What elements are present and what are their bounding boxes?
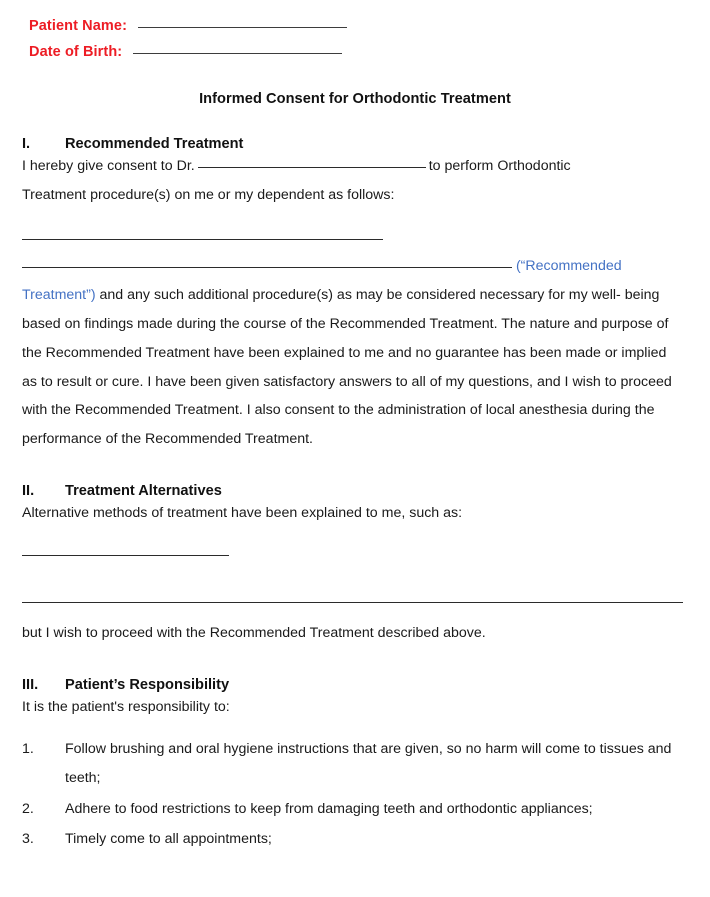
patient-info-block (0, 0, 710, 70)
alternatives-input-rule-1[interactable] (22, 555, 229, 556)
section-1-body (22, 252, 684, 454)
section-numeral-1: I. (22, 136, 31, 152)
consent-phrase-line2: Treatment procedure(s) on me or my dependent as follows: (22, 186, 395, 203)
alternatives-blank-row-2 (22, 587, 684, 616)
recommended-treatment-defined-term: (“Recommended Treatment”) (22, 258, 622, 304)
section-title-1: Recommended Treatment (65, 136, 244, 152)
list-item (22, 735, 684, 793)
list-item-number: 2. (22, 800, 34, 817)
patient-name-label: Patient Name: (29, 18, 127, 34)
date-of-birth-label: Date of Birth: (29, 44, 123, 60)
responsibility-list (22, 735, 684, 854)
list-item (22, 825, 684, 854)
alternatives-blank-row-1 (22, 540, 684, 569)
doctor-name-input-rule[interactable] (198, 167, 426, 168)
procedure-input-rule-2[interactable] (22, 267, 512, 268)
section-1-intro (22, 152, 684, 210)
section-1-body-text: and any such additional procedure(s) as may be considered necessary for my well- being based on findings made during the course of the Recommended Treatment. The nature and purpose of the Recommended Treatment have been explained to me and no guarantee has been made or implied as to result or cure. I have been given satisfactory answers to all of my questions, and I wish to proceed with the Recommended Treatment. I also consent to the administration of local anesthesia during the performance of the Recommended Treatment. (22, 287, 672, 448)
section-title-3: Patient’s Responsibility (65, 677, 230, 694)
section-heading-2 (22, 483, 684, 499)
date-of-birth-input-rule[interactable] (133, 52, 342, 54)
section-title-2: Treatment Alternatives (65, 482, 222, 499)
patient-name-input-rule[interactable] (138, 26, 347, 28)
list-item-text: Timely come to all appointments; (65, 831, 272, 848)
section-2-intro: Alternative methods of treatment have been explained to me, such as: (22, 504, 463, 521)
section-numeral-3: III. (22, 677, 39, 694)
list-item (22, 795, 684, 824)
alternatives-input-rule-2[interactable] (22, 602, 683, 603)
date-of-birth-row (29, 44, 710, 70)
section-3-intro: It is the patient's responsibility to: (22, 699, 230, 716)
section-2-closing: but I wish to proceed with the Recommended Treatment described above. (22, 625, 486, 642)
section-heading-3 (22, 677, 684, 693)
section-heading-1 (22, 136, 684, 152)
list-item-number: 3. (22, 831, 34, 848)
list-item-number: 1. (22, 740, 34, 757)
patient-name-row (29, 18, 710, 44)
list-item-text: Follow brushing and oral hygiene instructions that are given, so no harm will come to tissues and teeth; (65, 740, 672, 786)
section-numeral-2: II. (22, 482, 35, 499)
document-title: Informed Consent for Orthodontic Treatment (199, 91, 511, 107)
procedure-blank-row-1 (22, 224, 684, 253)
consent-phrase-after-blank: to perform Orthodontic (428, 158, 571, 174)
procedure-input-rule-1[interactable] (22, 239, 383, 240)
list-item-text: Adhere to food restrictions to keep from damaging teeth and orthodontic appliances; (65, 800, 593, 817)
consent-phrase-before-blank: I hereby give consent to Dr. (22, 158, 195, 174)
document-body (0, 136, 710, 854)
